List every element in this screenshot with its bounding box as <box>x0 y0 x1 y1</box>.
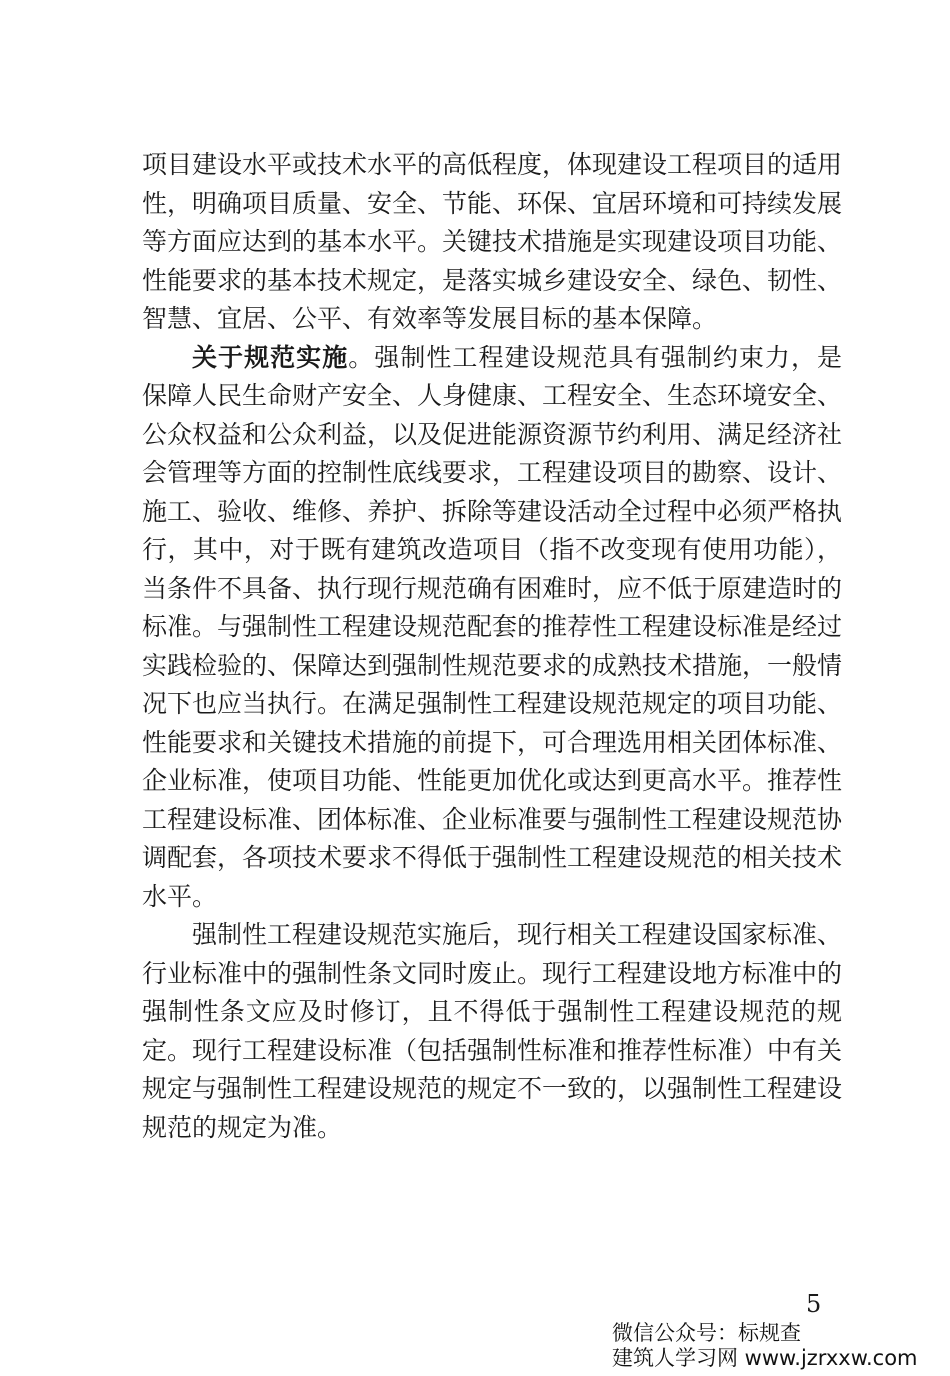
page-number: 5 <box>806 1290 822 1318</box>
document-body <box>142 146 842 1147</box>
paragraph-text: 。强制性工程建设规范具有强制约束力，是保障人民生命财产安全、人身健康、工程安全、生态环境安全、公众权益和公众利益，以及促进能源资源节约利用、满足经济社会管理等方面的控制性底线要求，工程建设项目的勘察、设计、施工、验收、维修、养护、拆除等建设活动全过程中必须严格执行，其中，对于既有建筑改造项目（指不改变现有使用功能），当条件不具备、执行现行规范确有困难时，应不低于原建造时的标准。与强制性工程建设规范配套的推荐性工程建设标准是经过实践检验的、保障达到强制性规范要求的成熟技术措施，一般情况下也应当执行。在满足强制性工程建设规范规定的项目功能、性能要求和关键技术措施的前提下，可合理选用相关团体标准、企业标准，使项目功能、性能更加优化或达到更高水平。推荐性工程建设标准、团体标准、企业标准要与强制性工程建设规范协调配套，各项技术要求不得低于强制性工程建设规范的相关技术水平。 <box>142 342 843 911</box>
paragraph-heading: 关于规范实施 <box>192 342 349 372</box>
paragraph-abolition: 强制性工程建设规范实施后，现行相关工程建设国家标准、行业标准中的强制性条文同时废止。现行工程建设地方标准中的强制性条文应及时修订，且不得低于强制性工程建设规范的规定。现行工程建设标准（包括强制性标准和推荐性标准）中有关规定与强制性工程建设规范的规定不一致的，以强制性工程建设规范的规定为准。 <box>142 920 843 1142</box>
paragraph-continuation: 项目建设水平或技术水平的高低程度，体现建设工程项目的适用性，明确项目质量、安全、节能、环保、宜居环境和可持续发展等方面应达到的基本水平。关键技术措施是实现建设项目功能、性能要求的基本技术规定，是落实城乡建设安全、绿色、韧性、智慧、宜居、公平、有效率等发展目标的基本保障。 <box>142 150 843 333</box>
paragraph-implementation <box>142 339 842 917</box>
watermark-website: 建筑人学习网 www.jzrxxw.com <box>612 1346 918 1370</box>
watermark <box>612 1321 918 1371</box>
watermark-wechat: 微信公众号：标规查 <box>612 1321 801 1345</box>
